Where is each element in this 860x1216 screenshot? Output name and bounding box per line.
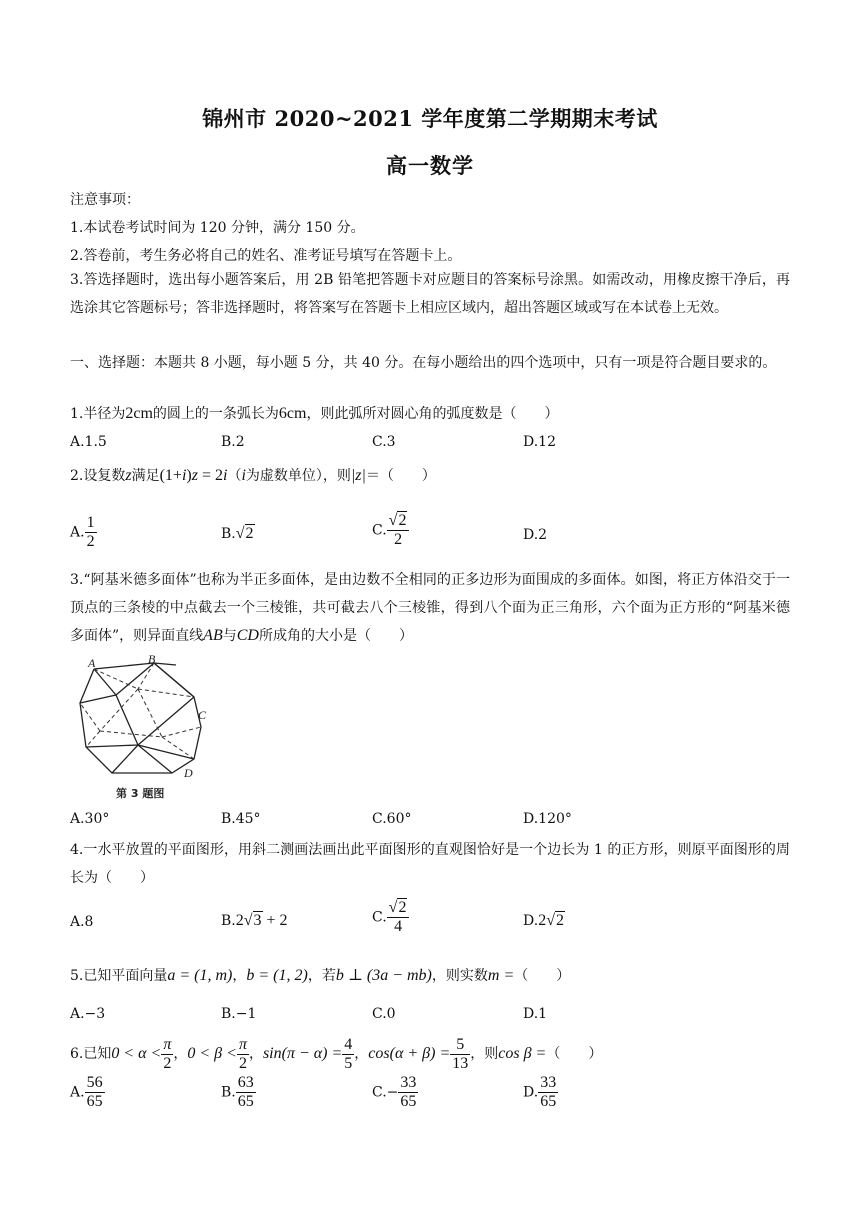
q5-m-eq: m = [487, 967, 515, 984]
q1-arc: 6cm [278, 405, 307, 422]
q5-vector-b: b = (1, 2) [246, 967, 308, 984]
q6-five: 5 [344, 1054, 353, 1072]
q6-b-den: 65 [237, 1093, 254, 1110]
notice-item-3: 3.答选择题时，选出每小题答案后，用 2B 铅笔把答题卡对应题目的答案标号涂黑。如需改动，用橡皮擦干净后，再选涂其它答题标号；答非选择题时，将答案写在答题卡上相应区域内，超出答题区域或写在本试卷上无效。 [70, 272, 790, 316]
q5-text-5: （ ） [514, 968, 571, 984]
q4-c-label: C. [372, 909, 387, 926]
q6-option-a [70, 1074, 105, 1111]
q4-c-den: 4 [394, 918, 403, 935]
exam-title: 锦州市 2020~2021 学年度第二学期期末考试 [202, 106, 658, 131]
q6-comma-2: ， [248, 1046, 263, 1062]
q6-d-frac [538, 1074, 558, 1111]
q4-b-label: B. [221, 913, 236, 929]
q4-b-sqrt: √3 [243, 912, 262, 929]
q6-d-num: 33 [540, 1074, 557, 1091]
q6-comma-1: ， [173, 1046, 188, 1062]
q6-b-frac [236, 1074, 256, 1111]
section-heading: 一、选择题：本题共 8 小题，每小题 5 分，共 40 分。在每小题给出的四个选项中，只有一项是符合题目要求的。 [70, 355, 777, 371]
notice-item-2: 2.答卷前，考生务必将自己的姓名、准考证号填写在答题卡上。 [70, 248, 462, 264]
q2-b-label: B. [221, 526, 236, 542]
q6-frac-1 [161, 1036, 173, 1073]
q2-text-3: （ [227, 468, 242, 484]
q2-a-label: A. [70, 524, 85, 541]
archimedean-polyhedron-figure [76, 655, 218, 803]
q4-d-sqrt: √2 [546, 912, 564, 929]
q2-c-num: √2 [387, 512, 410, 531]
question-4: 4.一水平放置的平面图形，用斜二测画法画出此平面图形的直观图恰好是一个边长为 1 的正方形，则原平面图形的周长为（ ） [70, 842, 790, 886]
q2-a-den: 2 [86, 533, 95, 550]
q5-text-4: ，则实数 [431, 968, 488, 984]
q6-n5: 5 [450, 1036, 470, 1055]
q4-c-num: √2 [387, 899, 410, 918]
q4-c-rad: 2 [398, 899, 407, 916]
question-1 [70, 404, 790, 424]
q2-c-rad: 2 [398, 512, 407, 529]
q4-d-rad: 2 [555, 912, 564, 929]
q6-cond-5: cos β = [498, 1045, 547, 1062]
q1-text-3: ，则此弧所对圆心角的弧度数是（ ） [306, 406, 559, 422]
q6-b-label: B. [221, 1084, 236, 1101]
q6-text-2: ，则 [470, 1046, 499, 1062]
q3-end: 所成角的大小是（ ） [258, 628, 413, 644]
q6-d-label: D. [523, 1084, 539, 1101]
question-2 [70, 466, 790, 486]
q6-a-den: 65 [86, 1093, 103, 1110]
q1-option-d: D.12 [523, 434, 556, 450]
q1-option-c: C.3 [372, 434, 396, 450]
q6-frac-2 [237, 1036, 249, 1073]
q6-a-num: 56 [86, 1074, 103, 1091]
q2-text-1: 2.设复数 [70, 468, 126, 484]
q6-d-den: 65 [540, 1093, 557, 1110]
q3-ab: AB [203, 627, 223, 644]
q6-c-den: 65 [400, 1093, 417, 1110]
q6-n13: 13 [452, 1054, 469, 1072]
fig-caption: 第 3 题图 [116, 787, 165, 800]
q2-option-d: D.2 [523, 527, 548, 543]
q4-option-c [372, 899, 409, 936]
notice-heading: 注意事项： [70, 192, 140, 208]
q4-d-label: D. [523, 913, 539, 929]
q6-four: 4 [344, 1035, 353, 1053]
q4-option-b [221, 912, 288, 930]
exam-subtitle: 高一数学 [386, 153, 474, 178]
q2-i2: i [223, 467, 228, 484]
q2-z2: z [191, 467, 198, 484]
q2-b-rad: 2 [245, 525, 254, 542]
q2-option-b [221, 525, 255, 543]
notice-item-1: 1.本试卷考试时间为 120 分钟，满分 150 分。 [70, 220, 365, 236]
q2-eq-b: ) [186, 467, 192, 484]
question-5 [70, 966, 790, 986]
q6-option-d [523, 1074, 558, 1111]
q4-b-pre: 2 [235, 912, 244, 929]
q2-c-label: C. [372, 522, 387, 539]
q3-option-d: D.120° [523, 811, 572, 827]
q5-text-2: ， [232, 968, 247, 984]
q6-cond-1: 0 < α < [111, 1045, 162, 1062]
q2-text-2: 满足 [131, 468, 160, 484]
fig-label-b: B [148, 655, 156, 666]
q2-i: i [181, 467, 187, 484]
q2-option-c [372, 512, 409, 549]
q6-c-frac [398, 1074, 418, 1111]
q2-text-5: ＝（ ） [365, 468, 436, 484]
question-6 [70, 1034, 790, 1074]
q5-text-1: 5.已知平面向量 [70, 968, 168, 984]
q3-and: 与 [222, 628, 237, 644]
q6-cond-2: 0 < β < [187, 1045, 237, 1062]
q5-option-d: D.1 [523, 1006, 548, 1022]
q6-text-3: （ ） [546, 1046, 603, 1062]
q4-c-frac [387, 899, 410, 936]
q2-option-a [70, 514, 97, 551]
q4-d-pre: 2 [538, 912, 547, 929]
q3-cd: CD [236, 627, 259, 644]
q2-eq-c: = 2 [197, 467, 223, 484]
q6-c-num: 33 [400, 1074, 417, 1091]
q1-text-2: 的圆上的一条弧长为 [152, 406, 279, 422]
q3-option-a: A.30° [70, 811, 110, 827]
fig-label-c: C [198, 708, 207, 722]
q2-eq-a: (1+ [159, 467, 182, 484]
q6-frac-4 [450, 1036, 470, 1073]
q6-a-frac [85, 1074, 105, 1111]
q4-b-rad: 3 [253, 912, 262, 929]
q2-z: z [125, 467, 132, 484]
q5-text-3: ，若 [307, 968, 336, 984]
q6-cond-4: cos(α + β) = [368, 1045, 451, 1062]
q5-option-a: A.−3 [70, 1006, 106, 1022]
q6-two-2: 2 [238, 1054, 247, 1072]
q4-option-a: A.8 [70, 914, 94, 930]
q6-a-label: A. [70, 1084, 85, 1101]
q4-b-post: + 2 [262, 912, 288, 929]
q6-c-label: C.− [372, 1084, 399, 1101]
q5-vector-a: a = (1, m) [167, 967, 233, 984]
q2-b-sqrt: √2 [235, 525, 254, 542]
q6-frac-3 [342, 1036, 354, 1073]
q5-option-b: B.−1 [221, 1006, 257, 1022]
q2-text-4: 为虚数单位），则 [245, 468, 351, 484]
q6-two: 2 [163, 1054, 172, 1072]
q3-text: 3.“阿基米德多面体”也称为半正多面体，是由边数不全相同的正多边形为面围成的多面体。如图，将正方体沿交于一顶点的三条棱的中点截去一个三棱锥，共可截去八个三棱锥，得到八个面为正三角形，六个面为正方形的“阿基米德多面体”，则异面直线 [70, 572, 790, 644]
q6-comma-3: ， [354, 1046, 369, 1062]
q2-a-num: 1 [86, 514, 95, 531]
q1-text-1: 1.半径为 [70, 406, 126, 422]
q6-pi-2: π [238, 1035, 247, 1053]
q2-c-den: 2 [394, 531, 403, 548]
q3-option-b: B.45° [221, 811, 261, 827]
q1-radius: 2cm [125, 405, 153, 422]
q5-perp: b ⊥ (3a − mb) [335, 967, 432, 984]
q6-b-num: 63 [237, 1074, 254, 1091]
q1-option-a: A.1.5 [70, 434, 107, 450]
fig-label-d: D [184, 766, 193, 780]
q6-option-b [221, 1074, 256, 1111]
q2-c-frac [387, 512, 410, 549]
q6-text-1: 6.已知 [70, 1046, 112, 1062]
q3-option-c: C.60° [372, 811, 412, 827]
q6-pi: π [163, 1035, 172, 1053]
q4-option-d [523, 912, 565, 930]
q2-a-frac [85, 514, 97, 551]
question-3 [70, 566, 790, 650]
q5-option-c: C.0 [372, 1006, 396, 1022]
q1-option-b: B.2 [221, 434, 245, 450]
q2-i3: i [241, 467, 246, 484]
q6-option-c [372, 1074, 418, 1111]
fig-label-a: A [88, 656, 96, 670]
q2-abs: |z| [350, 467, 366, 484]
q6-cond-3: sin(π − α) = [262, 1045, 343, 1062]
